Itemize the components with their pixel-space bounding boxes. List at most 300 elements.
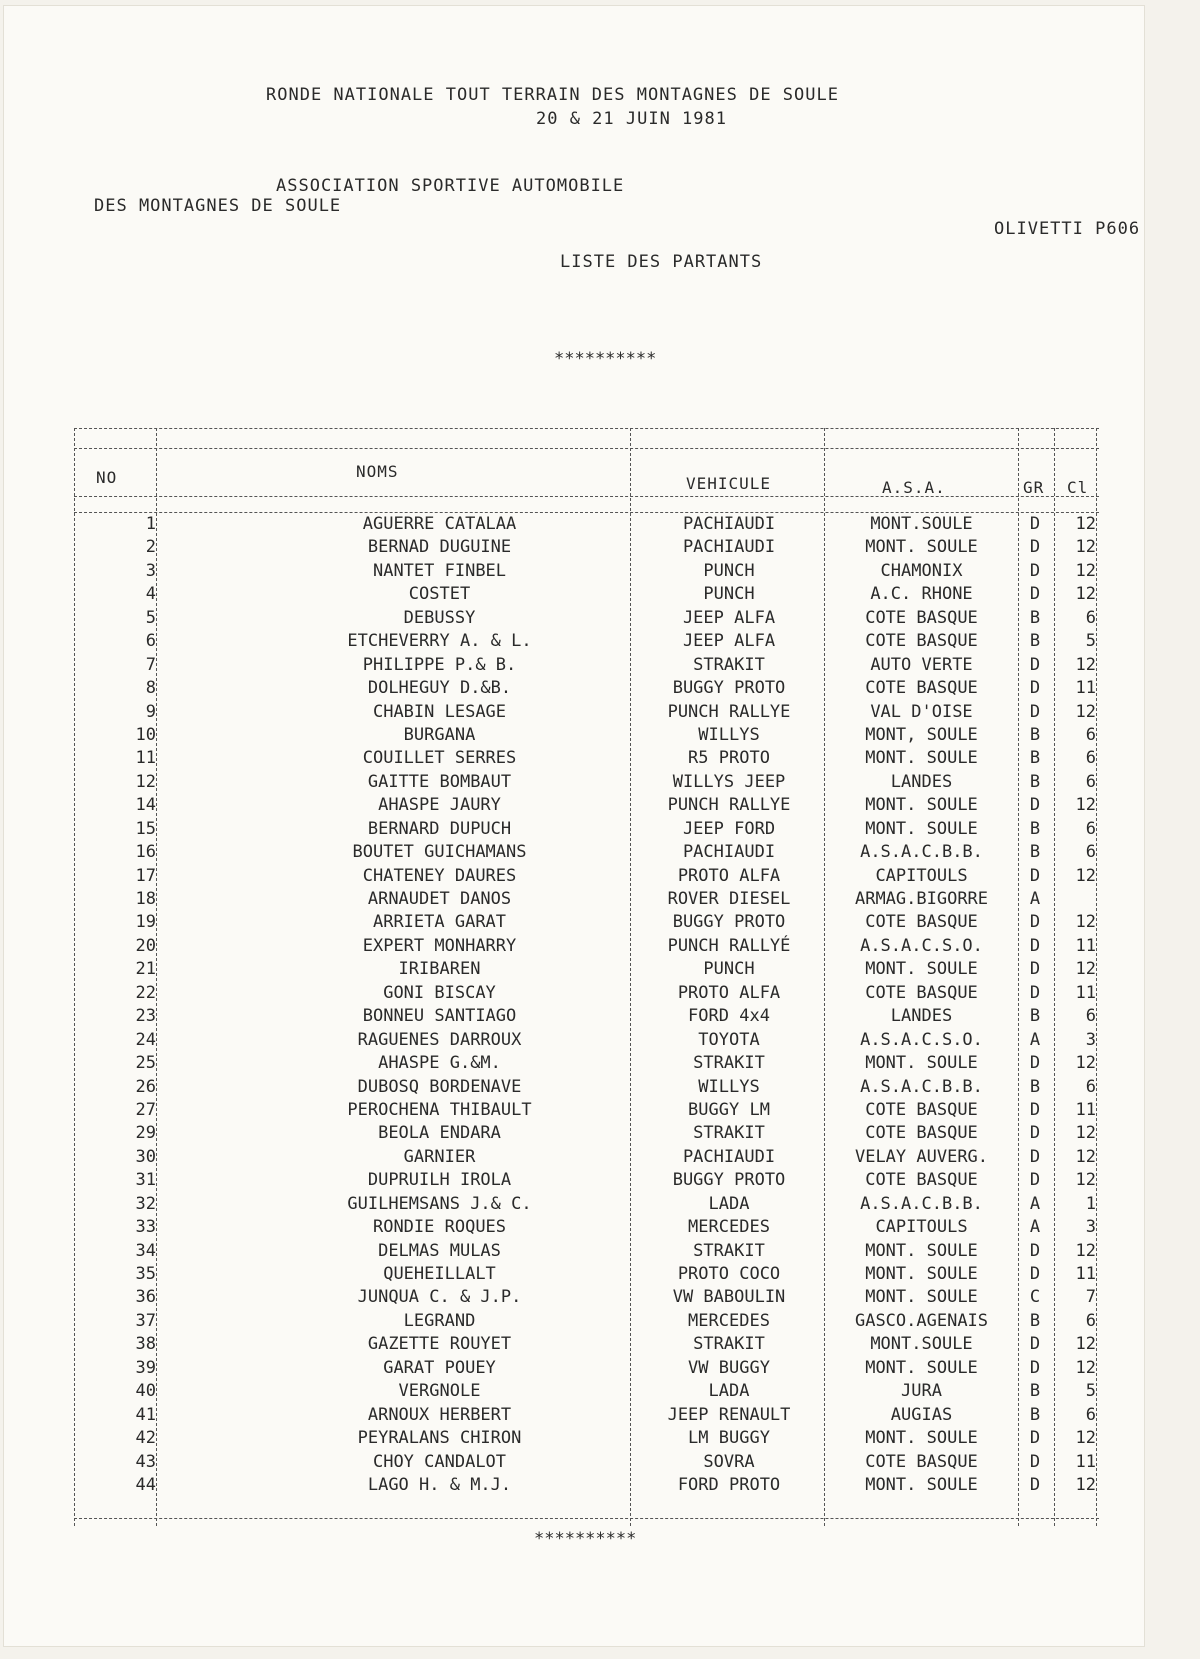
table-row bbox=[74, 561, 1144, 584]
cell-noms: GARNIER bbox=[403, 1146, 476, 1167]
table-row bbox=[74, 1358, 1144, 1381]
table-row bbox=[74, 1452, 1144, 1475]
cell-gr: B bbox=[1029, 1076, 1041, 1097]
cell-noms: GARAT POUEY bbox=[383, 1357, 496, 1378]
header-noms: NOMS bbox=[356, 462, 399, 481]
table-bottom-border bbox=[74, 1518, 1099, 1519]
cell-vehicule: PROTO COCO bbox=[677, 1264, 781, 1284]
cell-vehicule: STRAKIT bbox=[693, 654, 765, 675]
cell-noms: DELMAS MULAS bbox=[378, 1240, 501, 1261]
cell-noms: AGUERRE CATALAA bbox=[362, 514, 517, 534]
cell-gr: B bbox=[1029, 842, 1041, 863]
cell-gr: B bbox=[1029, 818, 1041, 839]
table-row bbox=[74, 1077, 1144, 1100]
cell-gr: D bbox=[1029, 1170, 1041, 1191]
cell-asa: MONT. SOULE bbox=[865, 537, 978, 558]
cell-no: 1 bbox=[145, 514, 156, 534]
cell-gr: D bbox=[1029, 935, 1041, 956]
cell-no: 25 bbox=[135, 1053, 156, 1074]
cell-no: 43 bbox=[135, 1451, 156, 1472]
typewriter-model: OLIVETTI P606 bbox=[994, 219, 1141, 239]
cell-no: 34 bbox=[135, 1240, 156, 1261]
event-date: 20 & 21 JUIN 1981 bbox=[536, 109, 727, 129]
cell-asa: A.S.A.C.S.O. bbox=[860, 935, 983, 956]
cell-noms: BEOLA ENDARA bbox=[378, 1123, 501, 1144]
cell-asa: A.S.A.C.B.B. bbox=[860, 842, 983, 863]
cell-noms: DUBOSQ BORDENAVE bbox=[357, 1076, 522, 1097]
cell-vehicule: MERCEDES bbox=[688, 1217, 770, 1238]
cell-no: 10 bbox=[135, 724, 156, 745]
cell-vehicule: WILLYS JEEP bbox=[672, 771, 786, 792]
cell-cl: 11 bbox=[1075, 935, 1096, 956]
table-row bbox=[74, 1147, 1144, 1170]
cell-no: 41 bbox=[135, 1404, 156, 1425]
cell-cl: 12 bbox=[1075, 912, 1096, 933]
cell-gr: A bbox=[1029, 1029, 1041, 1050]
table-row bbox=[74, 936, 1144, 959]
cell-no: 3 bbox=[145, 560, 156, 581]
cell-cl: 11 bbox=[1075, 982, 1096, 1003]
cell-no: 24 bbox=[135, 1029, 156, 1050]
cell-noms: COSTET bbox=[408, 584, 471, 605]
cell-asa: COTE BASQUE bbox=[865, 1170, 978, 1191]
cell-gr: D bbox=[1029, 959, 1041, 980]
cell-asa: COTE BASQUE bbox=[865, 1099, 978, 1120]
cell-noms: RONDIE ROQUES bbox=[372, 1217, 507, 1238]
cell-noms: CHABIN LESAGE bbox=[372, 701, 507, 722]
cell-asa: A.S.A.C.B.B. bbox=[860, 1076, 983, 1097]
cell-cl: 6 bbox=[1085, 842, 1096, 863]
table-row bbox=[74, 748, 1144, 771]
cell-no: 37 bbox=[135, 1310, 156, 1331]
cell-noms: CHATENEY DAURES bbox=[362, 865, 517, 886]
cell-gr: B bbox=[1029, 724, 1041, 745]
cell-gr: B bbox=[1029, 771, 1041, 792]
table-row bbox=[74, 631, 1144, 654]
cell-no: 18 bbox=[135, 889, 156, 909]
cell-vehicule: PUNCH bbox=[703, 584, 755, 605]
cell-no: 14 bbox=[135, 795, 156, 816]
table-row bbox=[74, 819, 1144, 842]
cell-gr: D bbox=[1029, 1264, 1041, 1284]
cell-no: 22 bbox=[135, 982, 156, 1003]
table-top-border bbox=[74, 428, 1099, 429]
cell-vehicule: JEEP RENAULT bbox=[667, 1404, 791, 1425]
table-row bbox=[74, 1194, 1144, 1217]
cell-gr: D bbox=[1029, 1357, 1041, 1378]
cell-gr: D bbox=[1029, 795, 1041, 816]
cell-gr: D bbox=[1029, 678, 1041, 699]
cell-noms: LAGO H. & M.J. bbox=[367, 1474, 512, 1495]
cell-asa: COTE BASQUE bbox=[865, 912, 978, 933]
cell-asa: A.C. RHONE bbox=[870, 584, 973, 605]
cell-gr: B bbox=[1029, 607, 1041, 628]
cell-vehicule: STRAKIT bbox=[693, 1123, 765, 1144]
table-row bbox=[74, 1241, 1144, 1264]
cell-asa: MONT. SOULE bbox=[865, 795, 978, 816]
cell-vehicule: WILLYS bbox=[698, 724, 760, 745]
cell-noms: ETCHEVERRY A. & L. bbox=[347, 631, 532, 652]
cell-cl: 6 bbox=[1085, 748, 1096, 769]
table-row bbox=[74, 608, 1144, 631]
table-row bbox=[74, 1006, 1144, 1029]
cell-noms: QUEHEILLALT bbox=[383, 1264, 496, 1284]
table-row bbox=[74, 1264, 1144, 1287]
cell-noms: AHASPE G.&M. bbox=[378, 1053, 501, 1074]
header-top-rule bbox=[74, 448, 1099, 449]
cell-cl: 12 bbox=[1075, 1428, 1096, 1449]
table-row bbox=[74, 1170, 1144, 1193]
cell-gr: D bbox=[1029, 1428, 1041, 1449]
cell-cl: 5 bbox=[1085, 1381, 1096, 1402]
table-row bbox=[74, 1311, 1144, 1334]
cell-vehicule: STRAKIT bbox=[693, 1334, 765, 1355]
cell-noms: ARNOUX HERBERT bbox=[367, 1404, 512, 1425]
cell-noms: BERNARD DUPUCH bbox=[367, 818, 512, 839]
table-row bbox=[74, 1053, 1144, 1076]
cell-noms: PEROCHENA THIBAULT bbox=[347, 1099, 532, 1120]
table-row bbox=[74, 912, 1144, 935]
cell-vehicule: PACHIAUDI bbox=[682, 842, 776, 863]
cell-cl: 12 bbox=[1075, 1170, 1096, 1191]
header-bottom-rule bbox=[74, 512, 1099, 513]
cell-asa: MONT. SOULE bbox=[865, 1264, 978, 1284]
cell-vehicule: PUNCH RALLYE bbox=[667, 701, 791, 722]
cell-vehicule: PACHIAUDI bbox=[682, 514, 776, 534]
cell-asa: CAPITOULS bbox=[875, 1217, 968, 1238]
cell-cl: 12 bbox=[1075, 701, 1096, 722]
cell-vehicule: PACHIAUDI bbox=[682, 537, 776, 558]
cell-cl: 11 bbox=[1075, 1451, 1096, 1472]
cell-vehicule: STRAKIT bbox=[693, 1240, 765, 1261]
header-asa: A.S.A. bbox=[882, 478, 946, 497]
cell-vehicule: WILLYS bbox=[698, 1076, 760, 1097]
cell-asa: LANDES bbox=[890, 771, 953, 792]
header-no: NO bbox=[96, 468, 118, 487]
table-row bbox=[74, 1030, 1144, 1053]
cell-cl: 5 bbox=[1085, 631, 1096, 652]
cell-asa: LANDES bbox=[890, 1006, 953, 1027]
cell-vehicule: BUGGY LM bbox=[688, 1099, 770, 1120]
cell-noms: ARRIETA GARAT bbox=[372, 912, 507, 933]
cell-noms: IRIBAREN bbox=[398, 959, 481, 980]
cell-no: 29 bbox=[135, 1123, 156, 1144]
cell-asa: MONT.SOULE bbox=[870, 1334, 973, 1355]
cell-noms: LEGRAND bbox=[403, 1310, 476, 1331]
cell-vehicule: PUNCH bbox=[703, 560, 755, 581]
cell-asa: MONT. SOULE bbox=[865, 1287, 978, 1308]
cell-gr: D bbox=[1029, 1474, 1041, 1495]
cell-gr: D bbox=[1029, 1123, 1041, 1144]
cell-cl: 3 bbox=[1085, 1217, 1096, 1238]
cell-cl: 12 bbox=[1075, 1334, 1096, 1355]
cell-gr: D bbox=[1029, 514, 1041, 534]
cell-gr: C bbox=[1029, 1287, 1041, 1308]
cell-gr: D bbox=[1029, 560, 1041, 581]
cell-vehicule: STRAKIT bbox=[693, 1053, 765, 1074]
table-row bbox=[74, 795, 1144, 818]
cell-vehicule: PUNCH RALLYÉ bbox=[667, 935, 791, 956]
cell-noms: DEBUSSY bbox=[403, 607, 476, 628]
table-row bbox=[74, 889, 1144, 912]
table-row bbox=[74, 1475, 1144, 1498]
cell-cl: 12 bbox=[1075, 1357, 1096, 1378]
cell-gr: D bbox=[1029, 654, 1041, 675]
table-row bbox=[74, 725, 1144, 748]
table-row bbox=[74, 772, 1144, 795]
table-row bbox=[74, 842, 1144, 865]
document-page bbox=[4, 6, 1144, 1646]
cell-noms: PEYRALANS CHIRON bbox=[357, 1428, 522, 1449]
cell-noms: GAZETTE ROUYET bbox=[367, 1334, 512, 1355]
cell-vehicule: PUNCH RALLYE bbox=[667, 795, 791, 816]
association-name-line1: ASSOCIATION SPORTIVE AUTOMOBILE bbox=[276, 176, 625, 196]
cell-no: 39 bbox=[135, 1357, 156, 1378]
cell-asa: COTE BASQUE bbox=[865, 982, 978, 1003]
cell-asa: COTE BASQUE bbox=[865, 1123, 978, 1144]
table-row bbox=[74, 1381, 1144, 1404]
cell-asa: MONT. SOULE bbox=[865, 748, 978, 769]
cell-vehicule: BUGGY PROTO bbox=[672, 912, 786, 933]
cell-no: 15 bbox=[135, 818, 156, 839]
cell-no: 12 bbox=[135, 771, 156, 792]
table-row bbox=[74, 866, 1144, 889]
cell-noms: BERNAD DUGUINE bbox=[367, 537, 512, 558]
cell-no: 11 bbox=[135, 748, 156, 769]
cell-cl: 12 bbox=[1075, 795, 1096, 816]
cell-no: 35 bbox=[135, 1264, 156, 1284]
cell-gr: D bbox=[1029, 912, 1041, 933]
cell-gr: D bbox=[1029, 1099, 1041, 1120]
table-row bbox=[74, 702, 1144, 725]
list-title: LISTE DES PARTANTS bbox=[560, 252, 763, 272]
cell-vehicule: PROTO ALFA bbox=[677, 865, 781, 886]
cell-vehicule: LM BUGGY bbox=[688, 1428, 770, 1449]
cell-no: 20 bbox=[135, 935, 156, 956]
cell-noms: VERGNOLE bbox=[398, 1381, 481, 1402]
cell-no: 17 bbox=[135, 865, 156, 886]
cell-no: 31 bbox=[135, 1170, 156, 1191]
cell-asa: AUGIAS bbox=[890, 1404, 953, 1425]
table-row bbox=[74, 584, 1144, 607]
table-row bbox=[74, 1123, 1144, 1146]
cell-vehicule: JEEP FORD bbox=[682, 818, 776, 839]
table-body bbox=[74, 514, 1144, 1498]
cell-gr: B bbox=[1029, 1381, 1041, 1402]
table-row bbox=[74, 959, 1144, 982]
cell-asa: A.S.A.C.S.O. bbox=[860, 1029, 983, 1050]
cell-noms: DUPRUILH IROLA bbox=[367, 1170, 512, 1191]
cell-vehicule: JEEP ALFA bbox=[682, 607, 776, 628]
cell-gr: B bbox=[1029, 1006, 1041, 1027]
cell-vehicule: R5 PROTO bbox=[688, 748, 770, 769]
cell-cl: 12 bbox=[1075, 865, 1096, 886]
header-gr: GR bbox=[1023, 478, 1045, 497]
cell-vehicule: BUGGY PROTO bbox=[672, 678, 786, 699]
cell-cl: 6 bbox=[1085, 1076, 1096, 1097]
table-row bbox=[74, 537, 1144, 560]
cell-asa: JURA bbox=[901, 1381, 942, 1402]
cell-no: 7 bbox=[145, 654, 156, 675]
cell-asa: MONT. SOULE bbox=[865, 818, 978, 839]
cell-no: 4 bbox=[145, 584, 156, 605]
cell-cl: 6 bbox=[1085, 1310, 1096, 1331]
cell-no: 30 bbox=[135, 1146, 156, 1167]
cell-cl: 11 bbox=[1075, 678, 1096, 699]
cell-cl: 12 bbox=[1075, 584, 1096, 605]
cell-no: 6 bbox=[145, 631, 156, 652]
cell-cl: 11 bbox=[1075, 1264, 1096, 1284]
cell-vehicule: ROVER DIESEL bbox=[667, 889, 791, 909]
cell-gr: D bbox=[1029, 982, 1041, 1003]
cell-noms: BOUTET GUICHAMANS bbox=[352, 842, 527, 863]
header-vehicule: VEHICULE bbox=[686, 474, 772, 493]
cell-no: 40 bbox=[135, 1381, 156, 1402]
cell-asa: AUTO VERTE bbox=[870, 654, 973, 675]
cell-cl: 12 bbox=[1075, 654, 1096, 675]
cell-asa: A.S.A.C.B.B. bbox=[860, 1193, 983, 1214]
cell-no: 36 bbox=[135, 1287, 156, 1308]
cell-gr: D bbox=[1029, 1146, 1041, 1167]
cell-noms: NANTET FINBEL bbox=[372, 560, 507, 581]
cell-gr: B bbox=[1029, 1404, 1041, 1425]
cell-vehicule: TOYOTA bbox=[698, 1029, 760, 1050]
cell-noms: GAITTE BOMBAUT bbox=[367, 771, 512, 792]
cell-no: 26 bbox=[135, 1076, 156, 1097]
cell-asa: MONT. SOULE bbox=[865, 1053, 978, 1074]
cell-vehicule: JEEP ALFA bbox=[682, 631, 776, 652]
table-row bbox=[74, 678, 1144, 701]
cell-no: 44 bbox=[135, 1474, 156, 1495]
table-row bbox=[74, 514, 1144, 537]
cell-cl: 6 bbox=[1085, 1006, 1096, 1027]
cell-asa: COTE BASQUE bbox=[865, 678, 978, 699]
cell-cl: 12 bbox=[1075, 1123, 1096, 1144]
cell-asa: GASCO.AGENAIS bbox=[854, 1310, 989, 1331]
table-row bbox=[74, 1334, 1144, 1357]
cell-vehicule: VW BABOULIN bbox=[672, 1287, 786, 1308]
cell-gr: D bbox=[1029, 865, 1041, 886]
cell-no: 27 bbox=[135, 1099, 156, 1120]
cell-no: 21 bbox=[135, 959, 156, 980]
cell-no: 42 bbox=[135, 1428, 156, 1449]
cell-cl: 1 bbox=[1085, 1193, 1096, 1214]
cell-noms: AHASPE JAURY bbox=[378, 795, 501, 816]
cell-cl: 12 bbox=[1075, 514, 1096, 534]
separator-stars-top: ********** bbox=[554, 349, 657, 369]
cell-gr: B bbox=[1029, 631, 1041, 652]
cell-noms: PHILIPPE P.& B. bbox=[362, 654, 517, 675]
cell-no: 5 bbox=[145, 607, 156, 628]
cell-vehicule: FORD 4x4 bbox=[688, 1006, 770, 1027]
cell-vehicule: LADA bbox=[708, 1381, 750, 1402]
cell-asa: MONT. SOULE bbox=[865, 959, 978, 980]
cell-cl: 12 bbox=[1075, 959, 1096, 980]
cell-noms: ARNAUDET DANOS bbox=[367, 889, 512, 909]
separator-stars-bottom: ********** bbox=[534, 1529, 637, 1549]
cell-asa: ARMAG.BIGORRE bbox=[854, 889, 989, 909]
cell-noms: GONI BISCAY bbox=[383, 982, 496, 1003]
cell-cl: 12 bbox=[1075, 537, 1096, 558]
cell-vehicule: BUGGY PROTO bbox=[672, 1170, 786, 1191]
cell-vehicule: SOVRA bbox=[703, 1451, 755, 1472]
cell-gr: D bbox=[1029, 701, 1041, 722]
cell-noms: BURGANA bbox=[403, 724, 476, 745]
table-row bbox=[74, 1287, 1144, 1310]
cell-vehicule: VW BUGGY bbox=[688, 1357, 770, 1378]
cell-gr: A bbox=[1029, 1217, 1041, 1238]
cell-gr: D bbox=[1029, 537, 1041, 558]
cell-no: 9 bbox=[145, 701, 156, 722]
cell-no: 8 bbox=[145, 678, 156, 699]
cell-cl: 6 bbox=[1085, 724, 1096, 745]
cell-cl: 12 bbox=[1075, 560, 1096, 581]
cell-vehicule: LADA bbox=[708, 1193, 750, 1214]
cell-cl: 12 bbox=[1075, 1146, 1096, 1167]
cell-cl: 6 bbox=[1085, 771, 1096, 792]
cell-asa: VELAY AUVERG. bbox=[854, 1146, 989, 1167]
cell-cl: 6 bbox=[1085, 1404, 1096, 1425]
cell-vehicule: FORD PROTO bbox=[677, 1474, 781, 1495]
cell-asa: MONT. SOULE bbox=[865, 1428, 978, 1449]
cell-cl: 12 bbox=[1075, 1053, 1096, 1074]
cell-noms: EXPERT MONHARRY bbox=[362, 935, 517, 956]
cell-no: 23 bbox=[135, 1006, 156, 1027]
cell-cl: 6 bbox=[1085, 818, 1096, 839]
cell-no: 38 bbox=[135, 1334, 156, 1355]
table-row bbox=[74, 1100, 1144, 1123]
table-row bbox=[74, 1428, 1144, 1451]
cell-gr: A bbox=[1029, 889, 1041, 909]
cell-no: 16 bbox=[135, 842, 156, 863]
cell-asa: MONT. SOULE bbox=[865, 1474, 978, 1495]
cell-cl: 11 bbox=[1075, 1099, 1096, 1120]
cell-asa: COTE BASQUE bbox=[865, 1451, 978, 1472]
cell-cl: 6 bbox=[1085, 607, 1096, 628]
event-title: RONDE NATIONALE TOUT TERRAIN DES MONTAGNES DE SOULE bbox=[266, 85, 839, 105]
cell-noms: GUILHEMSANS J.& C. bbox=[347, 1193, 532, 1214]
cell-vehicule: PUNCH bbox=[703, 959, 755, 980]
table-row bbox=[74, 1405, 1144, 1428]
table-row bbox=[74, 983, 1144, 1006]
cell-noms: CHOY CANDALOT bbox=[372, 1451, 507, 1472]
cell-no: 32 bbox=[135, 1193, 156, 1214]
cell-no: 2 bbox=[145, 537, 156, 558]
cell-vehicule: PROTO ALFA bbox=[677, 982, 781, 1003]
cell-cl: 7 bbox=[1085, 1287, 1096, 1308]
cell-asa: MONT. SOULE bbox=[865, 1357, 978, 1378]
cell-cl: 12 bbox=[1075, 1474, 1096, 1495]
cell-vehicule: PACHIAUDI bbox=[682, 1146, 776, 1167]
cell-asa: MONT.SOULE bbox=[870, 514, 973, 534]
cell-gr: D bbox=[1029, 1240, 1041, 1261]
table-row bbox=[74, 1217, 1144, 1240]
cell-noms: DOLHEGUY D.&B. bbox=[367, 678, 512, 699]
cell-asa: COTE BASQUE bbox=[865, 607, 978, 628]
cell-noms: BONNEU SANTIAGO bbox=[362, 1006, 517, 1027]
cell-no: 19 bbox=[135, 912, 156, 933]
cell-gr: D bbox=[1029, 1451, 1041, 1472]
cell-gr: A bbox=[1029, 1193, 1041, 1214]
cell-noms: JUNQUA C. & J.P. bbox=[357, 1287, 522, 1308]
cell-gr: B bbox=[1029, 748, 1041, 769]
table-row bbox=[74, 655, 1144, 678]
cell-gr: B bbox=[1029, 1310, 1041, 1331]
cell-gr: D bbox=[1029, 1334, 1041, 1355]
cell-noms: COUILLET SERRES bbox=[362, 748, 517, 769]
cell-cl: 12 bbox=[1075, 1240, 1096, 1261]
cell-asa: COTE BASQUE bbox=[865, 631, 978, 652]
